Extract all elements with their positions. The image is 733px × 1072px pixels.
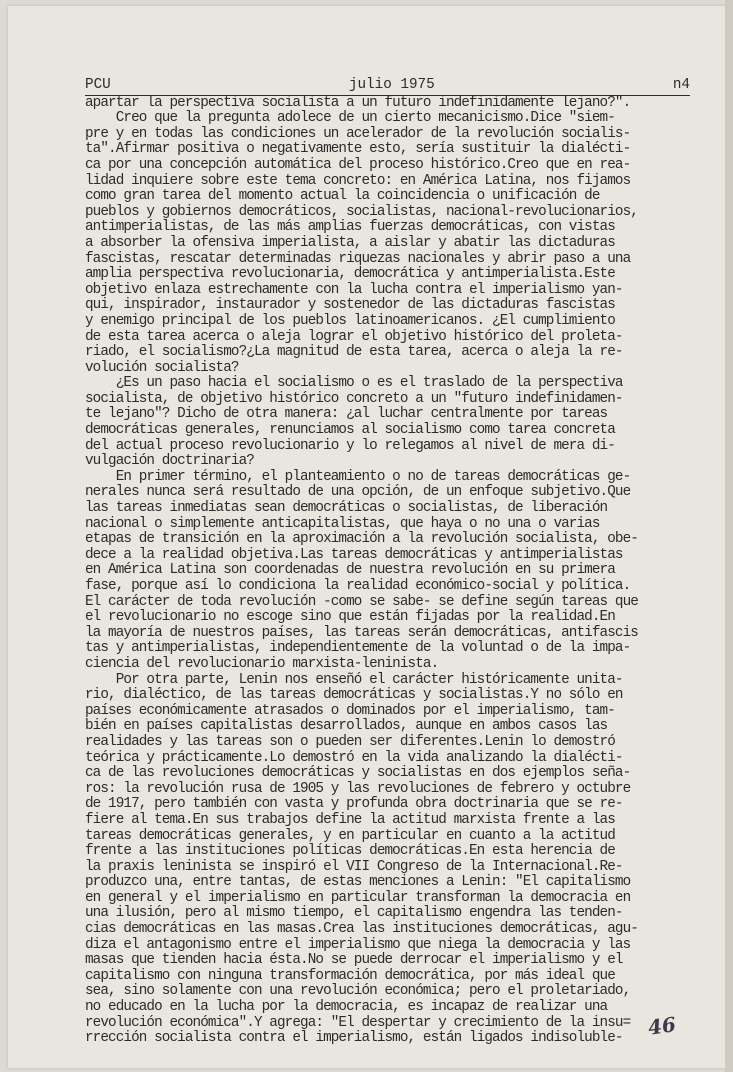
text-line: sea, sino solamente con una revolución económica; pero el proletariado, (85, 983, 631, 1000)
text-line: ros: la revolución rusa de 1905 y las revoluciones de febrero y octubre (85, 780, 631, 797)
text-line: teórica y prácticamente.Lo demostró en la vida analizando la dialécti- (85, 749, 623, 766)
text-line: de esta tarea acerca o aleja lograr el objetivo histórico del proleta- (85, 328, 623, 345)
text-line: produzco una, entre tantas, de estas menciones a Lenin: "El capitalismo (85, 874, 631, 891)
text-line: diza el antagonismo entre el imperialismo que niega la democracia y las (85, 936, 631, 953)
text-line: rio, dialéctico, de las tareas democráticas y socialistas.Y no sólo en (85, 687, 623, 704)
text-line: Creo que la pregunta adolece de un cierto mecanicismo.Dice "siem- (85, 110, 615, 127)
header-date: julio 1975 (348, 77, 435, 93)
text-line: etapas de transición en la aproximación a la revolución socialista, obe- (85, 531, 638, 548)
text-line: el revolucionario no escoge sino que están fijadas por la realidad.En (85, 609, 615, 626)
text-line: vulgación doctrinaria? (85, 453, 254, 470)
page-header (85, 78, 690, 96)
paragraph (85, 111, 690, 376)
text-line: dece a la realidad objetiva.Las tareas democráticas y antimperialistas (85, 546, 623, 563)
text-line: riado, el socialismo?¿La magnitud de esta tarea, acerca o aleja la re- (85, 344, 623, 361)
text-line: la mayoría de nuestros países, las tareas serán democráticas, antifascis (85, 624, 638, 641)
text-line: una ilusión, pero al mismo tiempo, el capitalismo engendra las tenden- (85, 905, 623, 922)
page-edge (725, 0, 733, 1072)
text-line: amplia perspectiva revolucionaria, democrática y antimperialista.Este (85, 266, 615, 283)
header-left: PCU (85, 77, 111, 93)
text-line: fase, porque así lo condiciona la realidad económico-social y política. (85, 578, 631, 594)
paragraph (85, 376, 690, 470)
text-line: lidad inquiere sobre este tema concreto: en América Latina, nos fijamos (85, 172, 631, 189)
text-line: pre y en todas las condiciones un acelerador de la revolución socialis- (85, 125, 631, 142)
text-line: rrección socialista contra el imperialismo, están ligados indisoluble- (85, 1030, 623, 1047)
text-line: ¿Es un paso hacia el socialismo o es el traslado de la perspectiva (85, 375, 623, 392)
text-line: en América Latina son coordenadas de nuestra revolución en su primera (85, 562, 615, 579)
text-line: las tareas inmediatas sean democráticas o socialistas, de liberación (85, 500, 608, 517)
text-line: la praxis leninista se inspiró el VII Congreso de la Internacional.Re- (85, 858, 623, 875)
text-line: y enemigo principal de los pueblos latinoamericanos. ¿El cumplimiento (85, 312, 615, 329)
text-line: realidades y las tareas son o pueden ser diferentes.Lenin lo demostró (85, 733, 615, 750)
text-line: apartar la perspectiva socialista a un futuro indefinidamente lejano?". (85, 94, 631, 111)
text-line: fascistas, rescatar determinadas riquezas nacionales y abrir paso a una (85, 250, 631, 267)
text-line: ta".Afirmar positiva o negativamente esto, sería sustituir la dialécti- (85, 141, 631, 158)
text-line: Por otra parte, Lenin nos enseñó el carácter históricamente unita- (85, 671, 623, 688)
text-line: masas que tienden hacia ésta.No se puede derrocar el imperialismo y el (85, 952, 623, 969)
text-line: cias democráticas en las masas.Crea las instituciones democráticas, agu- (85, 921, 638, 938)
text-line: países económicamente atrasados o dominados por el imperialismo, tam- (85, 702, 615, 719)
text-line: revolución económica".Y agrega: "El despertar y crecimiento de la insu= (85, 1014, 631, 1031)
text-line: bién en países capitalistas desarrollados, aunque en ambos casos las (85, 718, 608, 735)
text-line: no educado en la lucha por la democracia, es incapaz de realizar una (85, 999, 608, 1016)
header-issue: n4 (672, 77, 690, 93)
body-text (85, 96, 690, 1047)
text-line: democráticas generales, renunciamos al socialismo como tarea concreta (85, 422, 615, 439)
handwritten-page-mark: 46 (646, 1012, 678, 1040)
text-line: nerales nunca será resultado de una opción, de un enfoque subjetivo.Que (85, 484, 631, 501)
text-line: ca por una concepción automática del proceso histórico.Creo que en rea- (85, 156, 631, 173)
text-line: nacional o simplemente anticapitalistas, que haya o no una o varias (85, 515, 600, 532)
text-line: tas y antimperialistas, independientemente de la voluntad o de la impa- (85, 640, 631, 657)
text-line: pueblos y gobiernos democráticos, socialistas, nacional-revolucionarios, (85, 203, 638, 220)
text-line: ciencia del revolucionario marxista-leninista. (85, 655, 439, 672)
text-line: volución socialista? (85, 359, 239, 376)
text-line: En primer término, el planteamiento o no de tareas democráticas ge- (85, 468, 631, 485)
text-line: capitalismo con ninguna transformación democrática, por más ideal que (85, 967, 615, 984)
paragraph (85, 470, 690, 673)
text-line: frente a las instituciones políticas democráticas.En esta herencia de (85, 843, 615, 860)
text-line: del actual proceso revolucionario y lo relegamos al nivel de mera di- (85, 437, 615, 454)
text-line: fiere al tema.En sus trabajos define la actitud marxista frente a las (85, 811, 615, 828)
paragraph (85, 673, 690, 1047)
paragraph (85, 96, 690, 112)
text-line: de 1917, pero también con vasta y profunda obra doctrinaria que se re- (85, 796, 623, 813)
text-line: te lejano"? Dicho de otra manera: ¿al luchar centralmente por tareas (85, 406, 608, 423)
text-line: antimperialistas, de las más amplias fuerzas democráticas, con vistas (85, 219, 615, 236)
text-line: objetivo enlaza estrechamente con la lucha contra el imperialismo yan- (85, 281, 623, 298)
text-line: como gran tarea del momento actual la coincidencia o unificación de (85, 188, 600, 205)
text-line: en general y el imperialismo en particular transforman la democracia en (85, 889, 631, 906)
text-line: El carácter de toda revolución -como se sabe- se define según tareas que (85, 593, 638, 610)
text-line: socialista, de objetivo histórico concreto a un "futuro indefinidamen- (85, 390, 623, 407)
text-line: ca de las revoluciones democráticas y socialistas en dos ejemplos seña- (85, 765, 631, 782)
text-line: tareas democráticas generales, y en particular en cuanto a la actitud (85, 827, 615, 844)
text-line: qui, inspirador, instaurador y sostenedor de las dictaduras fascistas (85, 297, 615, 314)
document-page (85, 78, 690, 1047)
text-line: a absorber la ofensiva imperialista, a aislar y abatir las dictaduras (85, 234, 615, 251)
